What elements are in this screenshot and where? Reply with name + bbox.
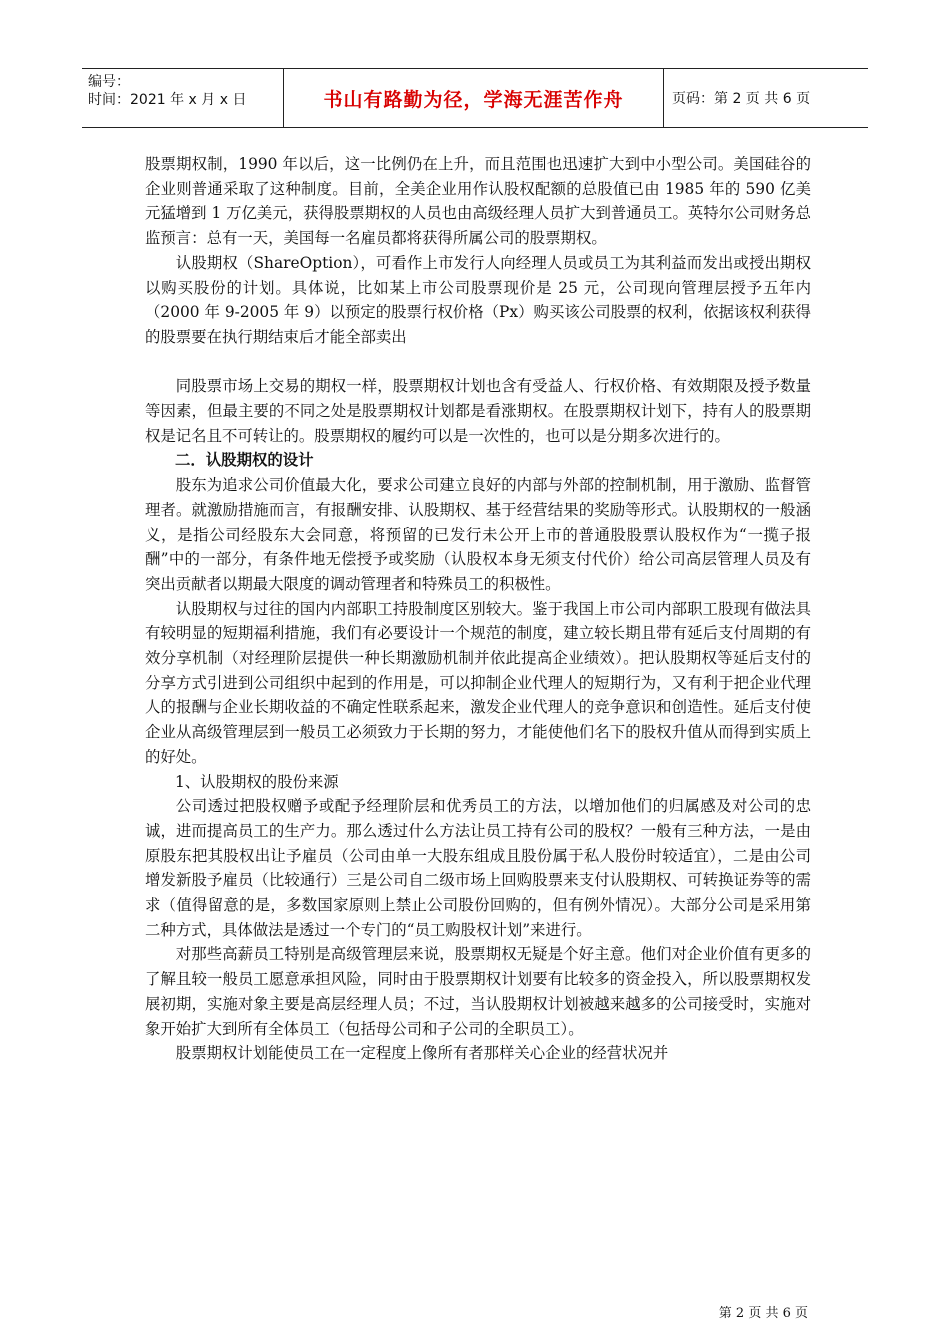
page-header bbox=[82, 68, 868, 128]
paragraph: 认股期权（ShareOption），可看作上市发行人向经理人员或员工为其利益而发出或授出期权以购买股份的计划。具体说，比如某上市公司股票现价是 25 元，公司现向管理层授予五年内（2000 年 9-2005 年 9）以预定的股票行权价格（Px）购买该公司股票的权利，依据该权利获得的股票要在执行期结束后才能全部卖出 bbox=[145, 253, 811, 346]
paragraph: 股票期权制，1990 年以后，这一比例仍在上升，而且范围也迅速扩大到中小型公司。美国硅谷的企业则普通采取了这种制度。目前，全美企业用作认股权配额的总股值已由 1985 年的 590 亿美元猛增到 1 万亿美元，获得股票期权的人员也由高级经理人员扩大到普通员工。英特尔公司财务总监预言：总有一天，美国每一名雇员都将获得所属公司的股票期权。 bbox=[145, 155, 811, 248]
header-meta bbox=[82, 69, 284, 127]
document-date-label: 时间：2021 年 x 月 x 日 bbox=[88, 92, 247, 108]
paragraph: 股票期权计划能使员工在一定程度上像所有者那样关心企业的经营状况并 bbox=[175, 1044, 669, 1063]
document-number-label: 编号： bbox=[88, 74, 130, 90]
paragraph: 股东为追求公司价值最大化，要求公司建立良好的内部与外部的控制机制，用于激励、监督管理者。就激励措施而言，有报酬安排、认股期权、基于经营结果的奖励等形式。认股期权的一般涵义，是指公司经股东大会同意，将预留的已发行未公开上市的普通股股票认股权作为“一揽子报酬”中的一部分，有条件地无偿授予或奖励（认股权本身无须支付代价）给公司高层管理人员及有突出贡献者以期最大限度的调动管理者和特殊员工的积极性。 bbox=[145, 476, 811, 593]
paragraph: 认股期权与过往的国内内部职工持股制度区别较大。鉴于我国上市公司内部职工股现有做法具有较明显的短期福利措施，我们有必要设计一个规范的制度，建立较长期且带有延后支付周期的有效分享机制（对经理阶层提供一种长期激励机制并依此提高企业绩效）。把认股期权等延后支付的分享方式引进到公司组织中起到的作用是，可以抑制企业代理人的短期行为，又有利于把企业代理人的报酬与企业长期收益的不确定性联系起来，激发企业代理人的竞争意识和创造性。延后支付使企业从高级管理层到一般员工必须致力于长期的努力，才能使他们名下的股权升值从而得到实质上的好处。 bbox=[145, 599, 811, 766]
subsection-heading: 1、认股期权的股份来源 bbox=[175, 772, 339, 791]
header-motto: 书山有路勤为径，学海无涯苦作舟 bbox=[284, 69, 664, 127]
paragraph-spacer bbox=[145, 350, 811, 375]
paragraph: 同股票市场上交易的期权一样，股票期权计划也含有受益人、行权价格、有效期限及授予数量等因素，但最主要的不同之处是股票期权计划都是看涨期权。在股票期权计划下，持有人的股票期权是记名且不可转让的。股票期权的履约可以是一次性的，也可以是分期多次进行的。 bbox=[145, 377, 811, 445]
paragraph: 公司透过把股权赠予或配予经理阶层和优秀员工的方法，以增加他们的归属感及对公司的忠诚，进而提高员工的生产力。那么透过什么方法让员工持有公司的股权？一般有三种方法，一是由原股东把其股权出让予雇员（公司由单一大股东组成且股份属于私人股份时较适宜），二是由公司增发新股予雇员（比较通行）三是公司自二级市场上回购股票来支付认股期权、可转换证券等的需求（值得留意的是，多数国家原则上禁止公司股份回购的，但有例外情况）。大部分公司是采用第二种方式，具体做法是透过一个专门的“员工购股权计划”来进行。 bbox=[145, 797, 811, 939]
section-heading: 二．认股期权的设计 bbox=[175, 451, 314, 470]
paragraph: 对那些高薪员工特别是高级管理层来说，股票期权无疑是个好主意。他们对企业价值有更多的了解且较一般员工愿意承担风险，同时由于股票期权计划要有比较多的资金投入，所以股票期权发展初期，实施对象主要是高层经理人员；不过，当认股期权计划被越来越多的公司接受时，实施对象开始扩大到所有全体员工（包括母公司和子公司的全职员工）。 bbox=[145, 945, 811, 1038]
page-footer: 第 2 页 共 6 页 bbox=[718, 1306, 808, 1321]
header-page-number: 页码：第 2 页 共 6 页 bbox=[672, 91, 811, 107]
document-body bbox=[145, 152, 811, 1066]
